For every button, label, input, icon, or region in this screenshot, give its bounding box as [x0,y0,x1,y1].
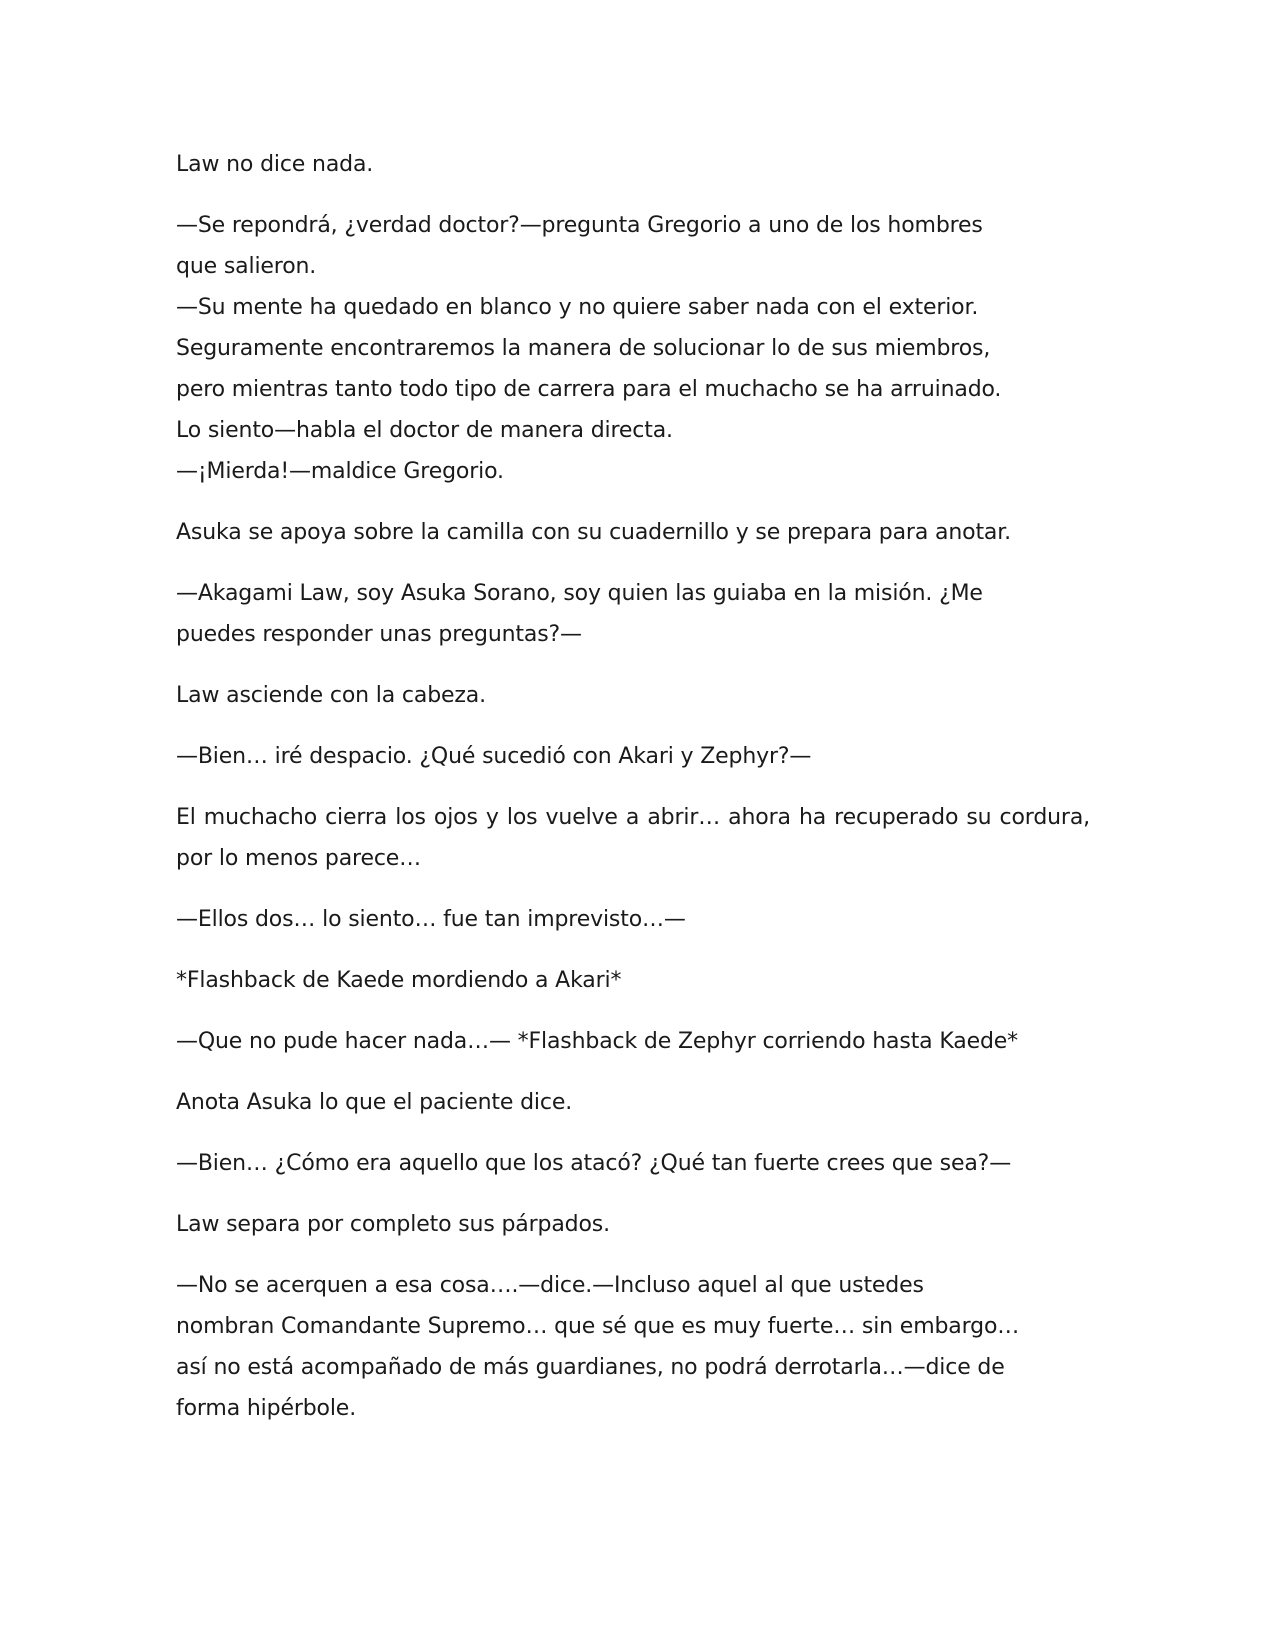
text-line: —No se acerquen a esa cosa….—dice.—Incluso aquel al que ustedes [176,1273,924,1298]
paragraph: —Que no pude hacer nada…— *Flashback de Zephyr corriendo hasta Kaede* [176,1029,1018,1054]
text-line: —Se repondrá, ¿verdad doctor?—pregunta Gregorio a uno de los hombres [176,213,983,238]
paragraph: Law no dice nada. [176,152,374,177]
paragraph: Law separa por completo sus párpados. [176,1212,610,1237]
paragraph: *Flashback de Kaede mordiendo a Akari* [176,968,622,993]
paragraph: —Bien… ¿Cómo era aquello que los atacó? ¿Qué tan fuerte crees que sea?— [176,1151,1012,1176]
paragraph [176,1265,1090,1429]
text-line: puedes responder unas preguntas?— [176,622,582,647]
document-body [176,144,1090,1449]
paragraph: Asuka se apoya sobre la camilla con su cuadernillo y se prepara para anotar. [176,520,1011,545]
text-line: así no está acompañado de más guardianes, no podrá derrotarla…—dice de [176,1355,1005,1380]
text-line: forma hipérbole. [176,1396,357,1421]
paragraph: —Ellos dos… lo siento… fue tan imprevisto…— [176,907,686,932]
paragraph: El muchacho cierra los ojos y los vuelve a abrir… ahora ha recuperado su cordura, por lo menos parece… [176,805,1090,871]
paragraph [176,573,1090,655]
text-line: pero mientras tanto todo tipo de carrera para el muchacho se ha arruinado. [176,377,1002,402]
dialogue-block [176,205,1090,492]
paragraph: Anota Asuka lo que el paciente dice. [176,1090,573,1115]
text-line: —Akagami Law, soy Asuka Sorano, soy quien las guiaba en la misión. ¿Me [176,581,983,606]
paragraph: Law asciende con la cabeza. [176,683,486,708]
text-line: Seguramente encontraremos la manera de solucionar lo de sus miembros, [176,336,991,361]
text-line: nombran Comandante Supremo… que sé que es muy fuerte… sin embargo… [176,1314,1020,1339]
text-line: —Su mente ha quedado en blanco y no quiere saber nada con el exterior. [176,295,979,320]
text-line: que salieron. [176,254,317,279]
text-line: —¡Mierda!—maldice Gregorio. [176,459,504,484]
paragraph: —Bien… iré despacio. ¿Qué sucedió con Akari y Zephyr?— [176,744,812,769]
text-line: Lo siento—habla el doctor de manera directa. [176,418,673,443]
